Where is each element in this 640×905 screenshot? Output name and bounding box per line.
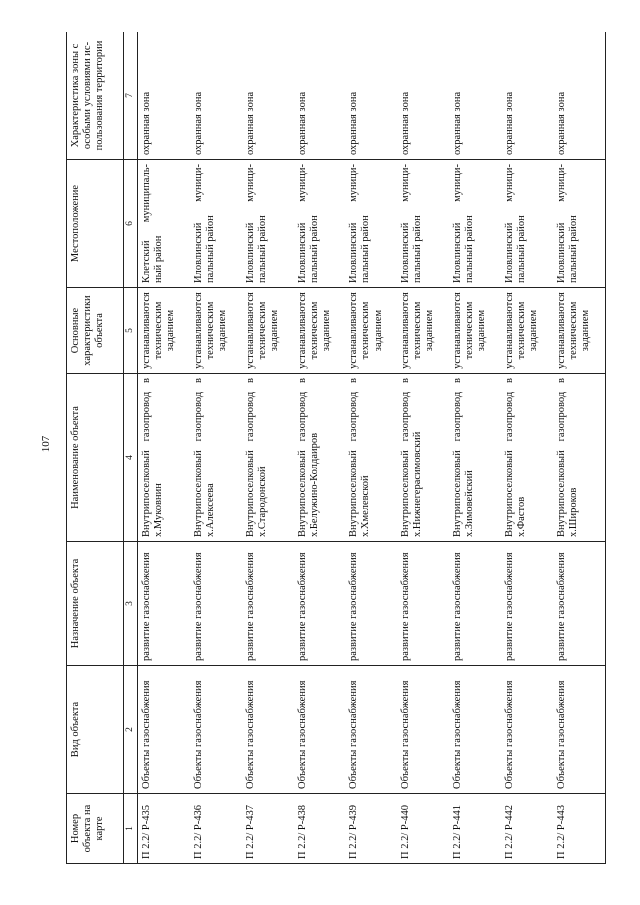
object-characteristics: устанавливаются техническим заданием <box>449 288 501 374</box>
column-number: 6 <box>124 160 138 288</box>
object-number: П 2.2/ Р-439 <box>345 794 397 864</box>
object-number: П 2.2/ Р-443 <box>553 794 605 864</box>
object-characteristics: устанавливаются техническим заданием <box>137 288 189 374</box>
column-number-row <box>124 32 138 864</box>
zone-characteristic: охранная зона <box>397 32 449 160</box>
object-number: П 2.2/ Р-438 <box>294 794 346 864</box>
zone-characteristic: охранная зона <box>190 32 242 160</box>
objects-table <box>66 32 606 864</box>
column-number: 1 <box>124 794 138 864</box>
rotated-table-wrapper <box>66 32 606 864</box>
table-row <box>190 32 242 864</box>
object-purpose: развитие газоснабжения <box>449 542 501 666</box>
object-name: Внутрипоселковый газопровод в х.Алексеева <box>190 374 242 542</box>
object-location: Иловлинский муници-пальный район <box>242 160 294 288</box>
document-page <box>66 32 606 864</box>
table-row <box>449 32 501 864</box>
object-location: Иловлинский муници-пальный район <box>501 160 553 288</box>
object-location: Иловлинский муници-пальный район <box>449 160 501 288</box>
object-purpose: развитие газоснабжения <box>294 542 346 666</box>
object-purpose: развитие газоснабжения <box>553 542 605 666</box>
object-number: П 2.2/ Р-435 <box>137 794 189 864</box>
zone-characteristic: охранная зона <box>553 32 605 160</box>
object-purpose: развитие газоснабжения <box>501 542 553 666</box>
table-row <box>553 32 605 864</box>
object-characteristics: устанавливаются техническим заданием <box>553 288 605 374</box>
header-kind: Вид объекта <box>67 666 124 794</box>
table-row <box>242 32 294 864</box>
table-header-row <box>67 32 124 864</box>
object-number: П 2.2/ Р-437 <box>242 794 294 864</box>
object-characteristics: устанавливаются техническим заданием <box>345 288 397 374</box>
object-name: Внутрипоселковый газопровод в х.Нижнегерасимовский <box>397 374 449 542</box>
header-name: Наименование объекта <box>67 374 124 542</box>
object-kind: Объекты газоснабжения <box>397 666 449 794</box>
header-number: Номер объекта на карте <box>67 794 124 864</box>
table-row <box>501 32 553 864</box>
zone-characteristic: охранная зона <box>242 32 294 160</box>
object-characteristics: устанавливаются техническим заданием <box>501 288 553 374</box>
zone-characteristic: охранная зона <box>449 32 501 160</box>
table-row <box>345 32 397 864</box>
object-name: Внутрипоселковый газопровод в х.Хмелевской <box>345 374 397 542</box>
object-name: Внутрипоселковый газопровод в х.Фастов <box>501 374 553 542</box>
object-name: Внутрипоселковый газопровод в х.Белужино-Колдаиров <box>294 374 346 542</box>
object-purpose: развитие газоснабжения <box>345 542 397 666</box>
object-kind: Объекты газоснабжения <box>501 666 553 794</box>
object-kind: Объекты газоснабжения <box>190 666 242 794</box>
table-row <box>397 32 449 864</box>
object-kind: Объекты газоснабжения <box>449 666 501 794</box>
header-location: Местоположение <box>67 160 124 288</box>
object-name: Внутрипоселковый газопровод в х.Широков <box>553 374 605 542</box>
table-row <box>294 32 346 864</box>
zone-characteristic: охранная зона <box>501 32 553 160</box>
object-location: Иловлинский муници-пальный район <box>397 160 449 288</box>
object-location: Иловлинский муници-пальный район <box>553 160 605 288</box>
object-purpose: развитие газоснабжения <box>137 542 189 666</box>
object-name: Внутрипоселковый газопровод в х.Муковнин <box>137 374 189 542</box>
column-number: 7 <box>124 32 138 160</box>
column-number: 4 <box>124 374 138 542</box>
object-characteristics: устанавливаются техническим заданием <box>242 288 294 374</box>
object-location: Иловлинский муници-пальный район <box>294 160 346 288</box>
column-number: 5 <box>124 288 138 374</box>
page-number: 107 <box>40 435 52 453</box>
object-characteristics: устанавливаются техническим заданием <box>294 288 346 374</box>
column-number: 3 <box>124 542 138 666</box>
header-zone: Характеристика зоны с особыми условиями ис-пользования территории <box>67 32 124 160</box>
object-location: Иловлинский муници-пальный район <box>190 160 242 288</box>
header-characteristics: Основные характеристики объекта <box>67 288 124 374</box>
object-kind: Объекты газоснабжения <box>553 666 605 794</box>
object-number: П 2.2/ Р-440 <box>397 794 449 864</box>
object-name: Внутрипоселковый газопровод в х.Стародонской <box>242 374 294 542</box>
object-characteristics: устанавливаются техническим заданием <box>397 288 449 374</box>
header-purpose: Назначение объекта <box>67 542 124 666</box>
object-characteristics: устанавливаются техническим заданием <box>190 288 242 374</box>
object-purpose: развитие газоснабжения <box>397 542 449 666</box>
zone-characteristic: охранная зона <box>137 32 189 160</box>
object-location: Клетский муниципаль-ный район <box>137 160 189 288</box>
object-kind: Объекты газоснабжения <box>137 666 189 794</box>
object-number: П 2.2/ Р-436 <box>190 794 242 864</box>
object-location: Иловлинский муници-пальный район <box>345 160 397 288</box>
object-kind: Объекты газоснабжения <box>294 666 346 794</box>
object-name: Внутрипоселковый газопровод в х.Зимовейский <box>449 374 501 542</box>
zone-characteristic: охранная зона <box>345 32 397 160</box>
object-kind: Объекты газоснабжения <box>345 666 397 794</box>
object-purpose: развитие газоснабжения <box>190 542 242 666</box>
object-number: П 2.2/ Р-442 <box>501 794 553 864</box>
object-purpose: развитие газоснабжения <box>242 542 294 666</box>
object-kind: Объекты газоснабжения <box>242 666 294 794</box>
zone-characteristic: охранная зона <box>294 32 346 160</box>
table-row <box>137 32 189 864</box>
column-number: 2 <box>124 666 138 794</box>
object-number: П 2.2/ Р-441 <box>449 794 501 864</box>
